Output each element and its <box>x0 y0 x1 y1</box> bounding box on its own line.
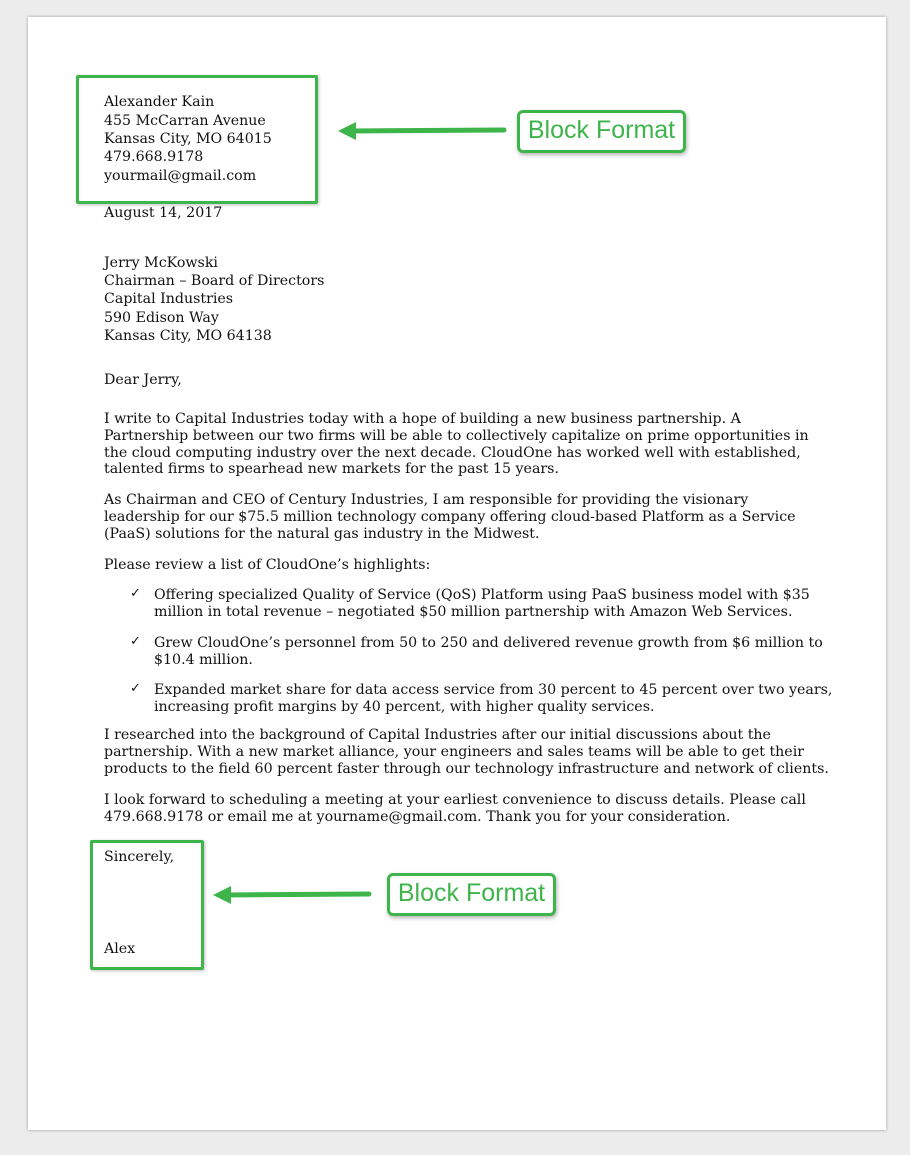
checkmark-icon: ✓ <box>130 634 141 649</box>
recipient-company: Capital Industries <box>104 291 234 307</box>
highlight-item-3 <box>154 682 832 716</box>
paragraph-line: million in total revenue – negotiated $50 million partnership with Amazon Web Services. <box>154 603 793 620</box>
closing: Sincerely, <box>104 849 175 865</box>
paragraph-line: I write to Capital Industries today with a hope of building a new business partnership. A <box>104 411 741 427</box>
block-format-callout-top: Block Format <box>517 110 686 153</box>
checkmark-icon: ✓ <box>130 681 141 696</box>
body-paragraph-1 <box>104 411 809 478</box>
sender-name: Alexander Kain <box>104 94 215 110</box>
arrow-left-icon <box>330 118 510 144</box>
signature: Alex <box>104 941 136 957</box>
sender-city: Kansas City, MO 64015 <box>104 131 272 147</box>
paragraph-line: increasing profit margins by 40 percent, with higher quality services. <box>154 698 655 715</box>
recipient-city: Kansas City, MO 64138 <box>104 328 272 344</box>
body-paragraph-4 <box>104 792 806 826</box>
sender-street: 455 McCarran Avenue <box>104 113 266 129</box>
paragraph-line: I researched into the background of Capital Industries after our initial discussions about the <box>104 727 771 743</box>
paragraph-line: products to the field 60 percent faster through our technology infrastructure and network of clients. <box>104 760 829 777</box>
checkmark-icon: ✓ <box>130 586 141 601</box>
paragraph-line: Offering specialized Quality of Service (QoS) Platform using PaaS business model with $35 <box>154 587 810 603</box>
highlight-item-1 <box>154 587 810 621</box>
paragraph-line: (PaaS) solutions for the natural gas industry in the Midwest. <box>104 525 540 542</box>
letter-date: August 14, 2017 <box>104 205 223 221</box>
paragraph-line: Expanded market share for data access service from 30 percent to 45 percent over two years, <box>154 682 833 698</box>
paragraph-line: I look forward to scheduling a meeting at your earliest convenience to discuss details. Please call <box>104 792 806 808</box>
closing-block-highlight <box>90 840 204 970</box>
highlights-intro: Please review a list of CloudOne’s highlights: <box>104 557 431 573</box>
highlight-item-2 <box>154 635 823 669</box>
sender-block-highlight <box>76 75 318 204</box>
block-format-callout-bottom: Block Format <box>387 873 556 916</box>
recipient-street: 590 Edison Way <box>104 310 219 326</box>
paragraph-line: $10.4 million. <box>154 651 253 668</box>
paragraph-line: talented firms to spearhead new markets for the past 15 years. <box>104 461 559 478</box>
paragraph-line: leadership for our $75.5 million technology company offering cloud-based Platform as a Service <box>104 508 796 525</box>
arrow-left-icon <box>205 882 375 908</box>
paragraph-line: the cloud computing industry over the next decade. CloudOne has worked well with established, <box>104 444 801 461</box>
sender-email: yourmail@gmail.com <box>104 168 257 184</box>
body-paragraph-3 <box>104 727 829 777</box>
recipient-title: Chairman – Board of Directors <box>104 273 325 289</box>
recipient-name: Jerry McKowski <box>104 255 218 271</box>
paragraph-line: Grew CloudOne’s personnel from 50 to 250 and delivered revenue growth from $6 million to <box>154 635 823 651</box>
paragraph-line: partnership. With a new market alliance, your engineers and sales teams will be able to get their <box>104 743 805 760</box>
sender-phone: 479.668.9178 <box>104 149 204 165</box>
paragraph-line: Partnership between our two firms will be able to collectively capitalize on prime opportunities in <box>104 427 809 444</box>
paragraph-line: 479.668.9178 or email me at yourname@gmail.com. Thank you for your consideration. <box>104 808 731 825</box>
paragraph-line: As Chairman and CEO of Century Industries, I am responsible for providing the visionary <box>104 492 749 508</box>
body-paragraph-2 <box>104 492 796 542</box>
salutation: Dear Jerry, <box>104 372 182 388</box>
